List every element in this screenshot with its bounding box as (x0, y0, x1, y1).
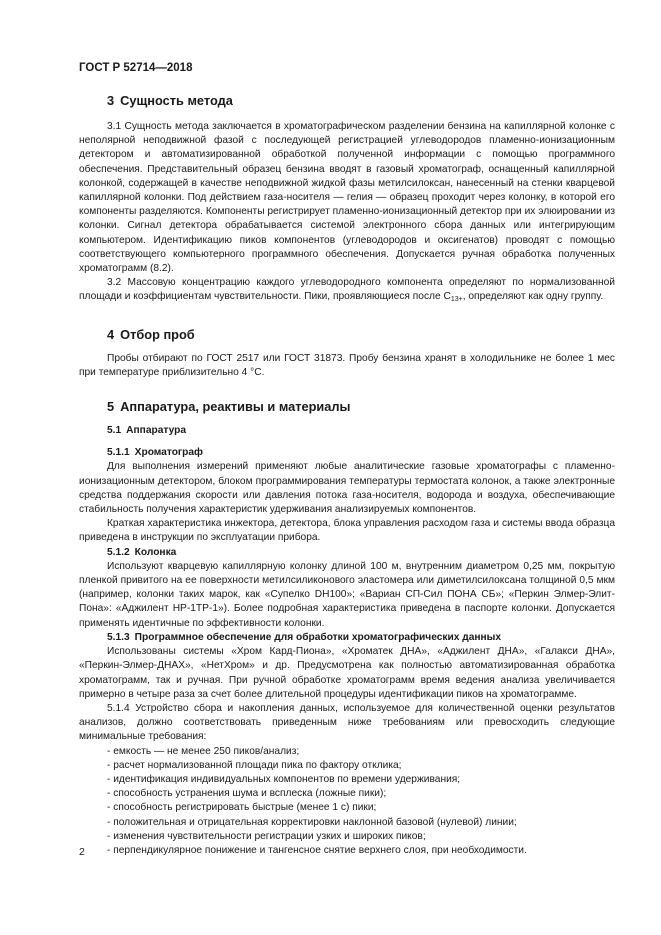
section-title: Отбор проб (120, 326, 195, 342)
section-title: Сущность метода (120, 93, 233, 108)
requirements-list (79, 745, 615, 859)
list-item: - перпендикулярное понижение и тангенсное снятие верхнего слоя, при необходимости. (107, 844, 527, 856)
paragraph-3-1: 3.1 Сущность метода заключается в хроматографическом разделении бензина на капиллярной колонке с неполярной неподвижной фазой с последующей регистрацией углеводородов пламенно-ионизационным детектором и автоматизированной обработкой полученной информации с помощью программного обеспечения. Представительный образец бензина вводят в газовый хроматограф, оснащенный капиллярной колонкой, содержащей в качестве неподвижной жидкой фазы метилсилоксан, нанесенный на стенки кварцевой капиллярной колонки. Под действием газа-носителя — гелия — образец проходит через колонку, в которой его компоненты разделяются. Компоненты регистрирует пламенно-ионизационный детектор при их элюировании из колонки. Сигнал детектора обрабатывается системой электронного сбора данных или интегрирующим компьютером. Идентификацию пиков компонентов (углеводородов и оксигенатов) проводят с помощью соответствующего компьютерного программного обеспечения. Допускается ручная обработка полученных хроматограмм (8.2). (79, 121, 615, 275)
paragraph-5-1-2: Используют кварцевую капиллярную колонку длиной 100 м, внутренним диаметром 0,25 мм, покрытую пленкой привитого на ее поверхности метилсиликонового эластомера или диметилсилоксана толщиной 0,5 мкм (например, колонки таких марок, как «Супелко DH100»; «Вариан СП-Сил ПОНА СБ»; «Перкин Элмер-Элит-Пона»: «Аджилент HP-1ТР-1»). Более подробная характеристика приведена в паспорте колонки. Допускается применять идентичные по эффективности колонки. (79, 560, 615, 629)
paragraph-5-1-4: 5.1.4 Устройство сбора и накопления данных, используемое для количественной оценки результатов анализов, должно соответствовать приведенным ниже требованиям или превосходить следующие минимальные требования: (79, 702, 615, 743)
paragraph-5-1-1-a: Для выполнения измерений применяют любые аналитические газовые хроматографы с пламенно-ионизационным детектором, блоком программирования температуры термостата колонок, а также электронные средства поддержания скорости или давления потока газа-носителя, водорода и воздуха, обеспечивающие стабильность получения характеристик удерживания анализируемых компонентов. (79, 461, 615, 516)
section-title: Аппаратура, реактивы и материалы (120, 399, 351, 415)
section-number: 4 (107, 326, 115, 342)
paragraph-5-1-3: Использованы системы «Хром Кард-Пиона», «Хроматек ДНА», «Аджилент ДНА», «Галакси ДНА», «Перкин-Элмер-ДНАХ», «НетХром» и др. Предусмотрена как полностью автоматизированная обработка хроматограмм, так и ручная. При ручной обработке хроматограмм время ведения анализа увеличивается примерно в четыре раза за счет более длительной процедуры идентификации пиков на хроматограмме. (79, 646, 615, 700)
section-number: 3 (107, 93, 115, 108)
list-item: - расчет нормализованной площади пика по фактору отклика; (107, 759, 402, 771)
paragraph-5-1-1-b: Краткая характеристика инжектора, детектора, блока управления расходом газа и системы ввода образца приведена в инструкции по эксплуатации прибора. (79, 518, 615, 544)
section-3-heading (79, 92, 615, 110)
section-5-heading (79, 398, 615, 416)
standard-designation: ГОСТ Р 52714—2018 (79, 62, 193, 74)
list-item: - емкость — не менее 250 пиков/анализ; (107, 745, 300, 757)
section-4-heading (79, 326, 615, 344)
list-item: - положительная и отрицательная корректировки наклонной базовой (нулевой) линии; (107, 816, 517, 828)
list-item: - способность регистрировать быстрые (менее 1 с) пики; (107, 802, 377, 814)
subsection-5-1-3-heading: 5.1.3 Программное обеспечение для обработки хроматографических данных (107, 631, 502, 643)
paragraph-3-2: 3.2 Массовую концентрацию каждого углеводородного компонента определяют по нормализованной площади и коэффициентам чувствительности. Пики, проявляющиеся после $С_{13+}$, определяют как одну группу. (79, 277, 615, 304)
section-number: 5 (107, 399, 115, 415)
subsection-5-1-heading: 5.1 Аппаратура (107, 425, 187, 437)
document-body (79, 92, 615, 858)
subsection-5-1-2-heading: 5.1.2 Колонка (107, 546, 177, 558)
list-item: - идентификация индивидуальных компонентов по времени удерживания; (107, 773, 461, 785)
list-item: - способность устранения шума и всплеска (ложные пики); (107, 788, 387, 800)
list-item: - изменения чувствительности регистрации узких и широких пиков; (107, 830, 426, 842)
page-number: 2 (79, 846, 85, 858)
subsection-5-1-1-heading: 5.1.1 Хроматограф (107, 447, 203, 459)
paragraph-4: Пробы отбирают по ГОСТ 2517 или ГОСТ 31873. Пробу бензина хранят в холодильнике не более 1 мес при температуре приблизительно 4 °С. (79, 352, 615, 378)
